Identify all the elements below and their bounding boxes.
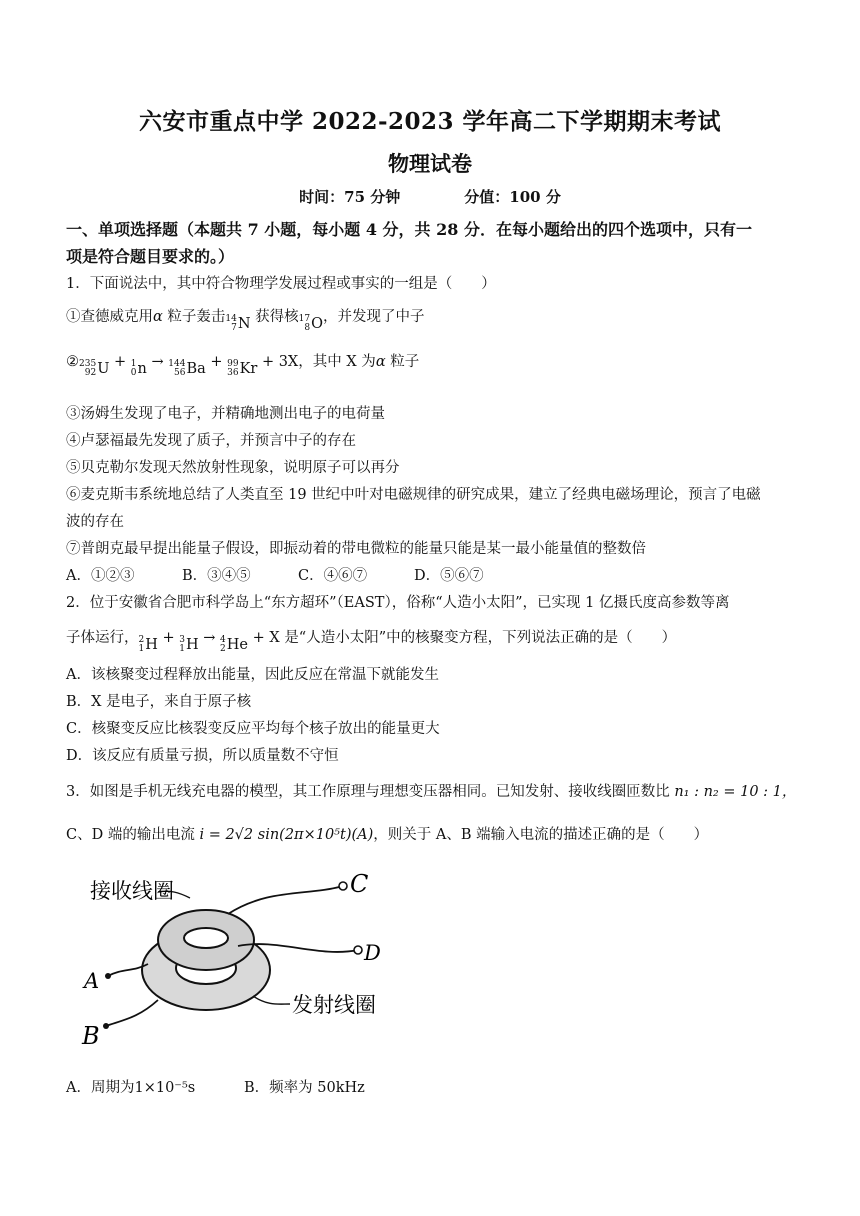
section-heading-cont: 项是符合题目要求的。） — [66, 247, 235, 266]
exam-time: 时间：75 分钟 — [299, 188, 401, 206]
q1-option-d: D．⑤⑥⑦ — [414, 568, 484, 584]
q1-statement-1: ①查德威克用α 粒子轰击 14 7 N 获得核 17 8 O ，并发现了中子 — [66, 309, 425, 333]
terminal-d-label: D — [364, 941, 381, 965]
exam-subject: 物理试卷 — [388, 151, 472, 176]
q3-option-b: B．频率为 50kHz — [244, 1080, 365, 1096]
section-heading: 一、单项选择题（本题共 7 小题，每小题 4 分，共 28 分．在每小题给出的四个选项中，只有一 — [66, 220, 752, 239]
q1-option-c: C．④⑥⑦ — [298, 568, 368, 584]
q2-stem: 2．位于安徽省合肥市科学岛上“东方超环”（EAST），俗称“人造小太阳”，已实现 1 亿摄氏度高参数等离 — [66, 595, 730, 611]
coil-diagram — [78, 868, 398, 1058]
q1-options — [66, 564, 484, 585]
receive-coil-label: 接收线圈 — [90, 879, 174, 903]
q3-options — [66, 1076, 365, 1097]
q1-option-a: A．①②③ — [66, 568, 135, 584]
q1-statement-6: ⑥麦克斯韦系统地总结了人类直至 19 世纪中叶对电磁规律的研究成果，建立了经典电磁场理论，预言了电磁 — [66, 487, 761, 503]
transmit-coil-label: 发射线圈 — [292, 993, 376, 1017]
q3-stem-cont: C、D 端的输出电流 i = 2√2 sin(2π×10⁵t)(A)，则关于 A、B 端输入电流的描述正确的是（ ） — [66, 827, 709, 843]
q2-option-b: B．X 是电子，来自于原子核 — [66, 694, 252, 710]
terminal-a-label: A — [84, 969, 100, 993]
exam-meta — [0, 186, 860, 207]
exam-title: 六安市重点中学 2022-2023 学年高二下学期期末考试 — [138, 108, 722, 135]
q2-stem-cont: 子体运行， 2 1 H + 3 1 H → 4 2 He + X 是“人造小太阳”中的核聚变方程，下列说法正确的是（ ） — [66, 630, 677, 654]
q3-option-a: A．周期为1×10⁻⁵s — [66, 1080, 196, 1096]
terminal-b-label: B — [82, 1022, 100, 1050]
q3-turns-ratio: n₁ : n₂ = 10 : 1， — [674, 784, 797, 800]
q1-statement-7: ⑦普朗克最早提出能量子假设，即振动着的带电微粒的能量只能是某一最小能量值的整数倍 — [66, 541, 646, 557]
q2-option-a: A．该核聚变过程释放出能量，因此反应在常温下就能发生 — [66, 667, 439, 683]
q3-stem: 3．如图是手机无线充电器的模型，其工作原理与理想变压器相同。已知发射、接收线圈匝数比 n₁ : n₂ = 10 : 1， — [66, 784, 797, 800]
exam-score: 分值：100 分 — [464, 188, 561, 206]
q1-statement-5: ⑤贝克勒尔发现天然放射性现象，说明原子可以再分 — [66, 460, 400, 476]
q1-stem: 1．下面说法中，其中符合物理学发展过程或事实的一组是（ ） — [66, 276, 496, 292]
q2-option-d: D．该反应有质量亏损，所以质量数不守恒 — [66, 748, 339, 764]
terminal-c-label: C — [350, 870, 369, 898]
q1-statement-6-cont: 波的存在 — [66, 514, 124, 530]
q2-option-c: C．核聚变反应比核裂变反应平均每个核子放出的能量更大 — [66, 721, 440, 737]
q1-statement-3: ③汤姆生发现了电子，并精确地测出电子的电荷量 — [66, 406, 385, 422]
q1-statement-2: ② 235 92 U + 1 0 n → 144 56 Ba + 99 36 Kr + 3X，其中 X 为α 粒子 — [66, 354, 420, 378]
q1-option-b: B．③④⑤ — [182, 568, 251, 584]
q1-statement-4: ④卢瑟福最先发现了质子，并预言中子的存在 — [66, 433, 356, 449]
q3-current-formula: i = 2√2 sin(2π×10⁵t)(A) — [199, 827, 374, 843]
